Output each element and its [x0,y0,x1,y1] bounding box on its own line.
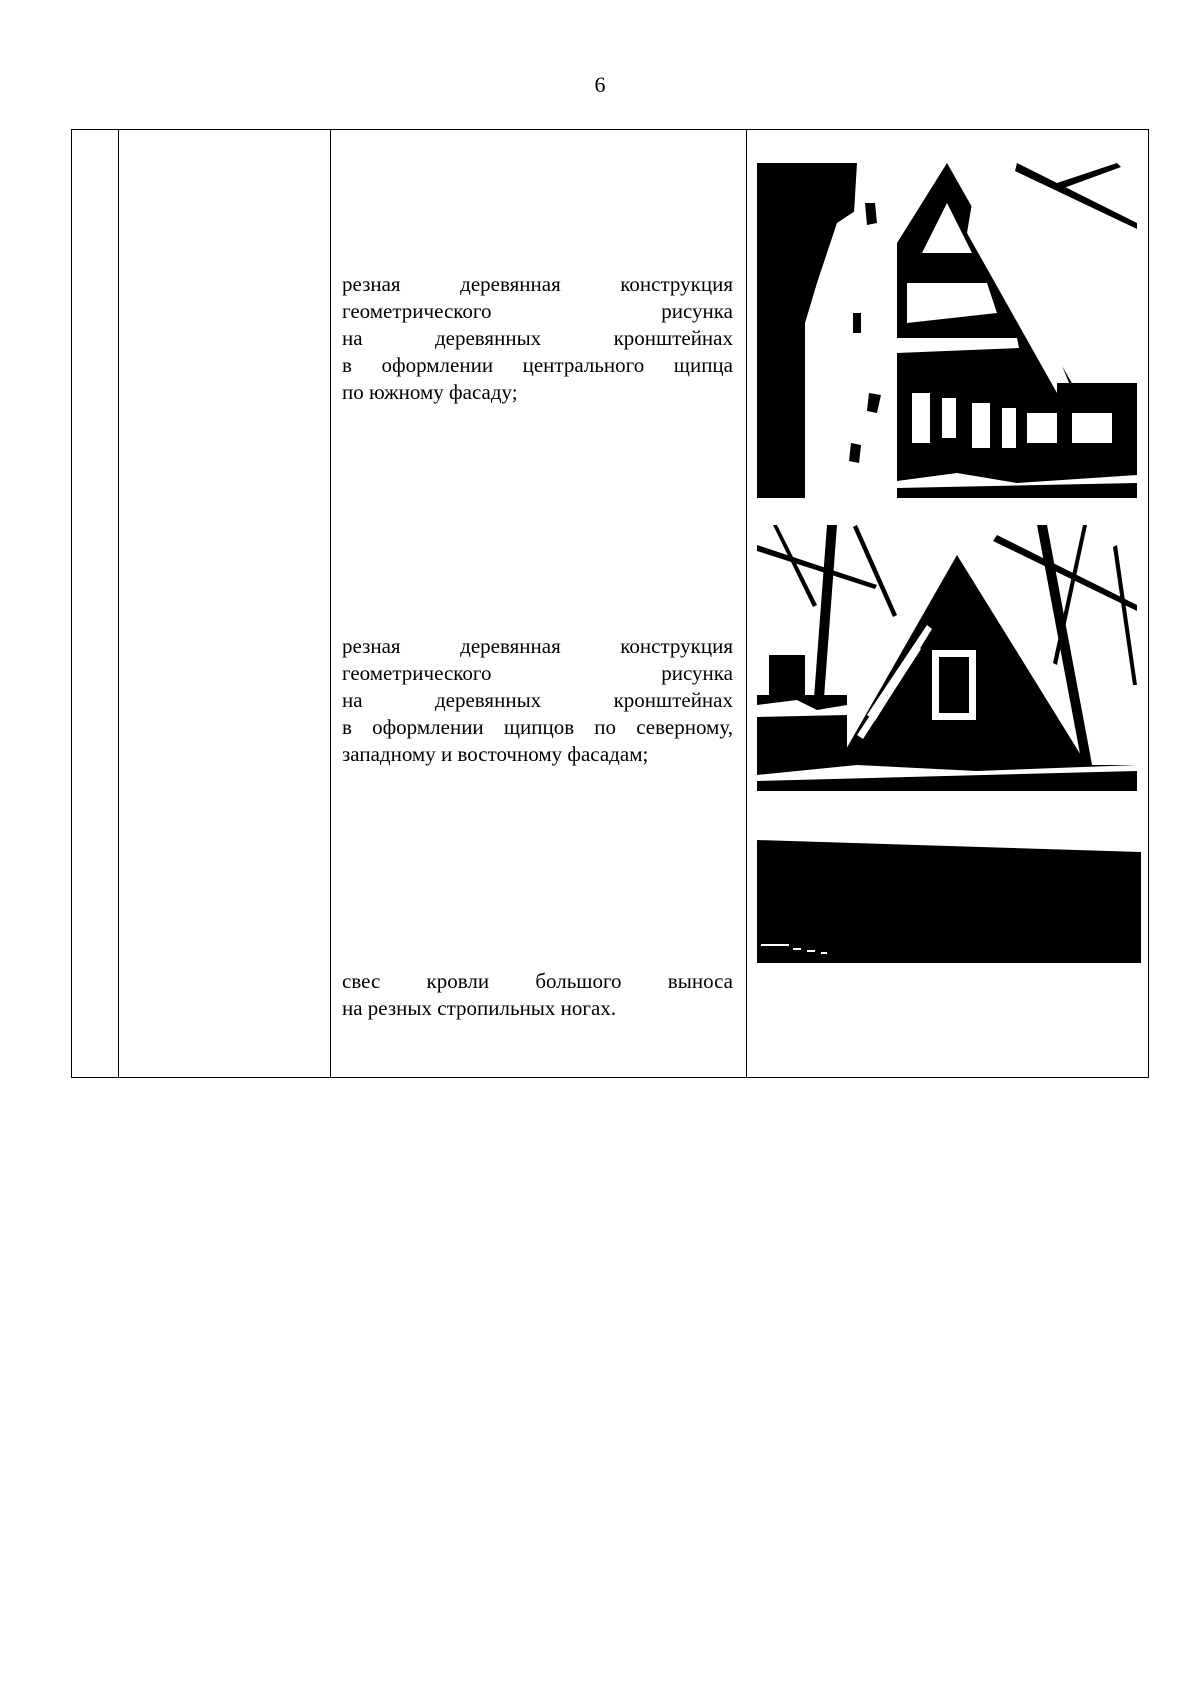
description-line: на деревянных кронштейнах [342,326,733,350]
description-line: на резных стропильных ногах. [342,996,617,1020]
page-number: 6 [594,72,606,97]
north-west-east-gables-photo [757,525,1137,791]
description-line: резная деревянная конструкция [342,272,733,296]
photo-cell [747,130,1149,1078]
description-item-south-gable [342,271,733,406]
description-line: в оформлении щипцов по северному, [342,715,733,739]
south-facade-central-gable-photo [757,163,1137,498]
description-line: свес кровли большого выноса [342,969,733,993]
description-line: западному и восточному фасадам; [342,742,649,766]
description-line: в оформлении центрального щипца [342,353,733,377]
description-cell [331,130,747,1078]
description-line: резная деревянная конструкция [342,634,733,658]
description-line: геометрического рисунка [342,299,733,323]
description-line: по южному фасаду; [342,380,518,404]
roof-overhang-rafters-photo [757,840,1141,963]
description-item-other-gables [342,633,733,768]
row-number-cell [72,130,119,1078]
object-name-cell [119,130,331,1078]
table-row [72,130,1149,1078]
description-line: на деревянных кронштейнах [342,688,733,712]
features-table [71,129,1149,1078]
description-item-roof-overhang [342,968,733,1022]
description-line: геометрического рисунка [342,661,733,685]
